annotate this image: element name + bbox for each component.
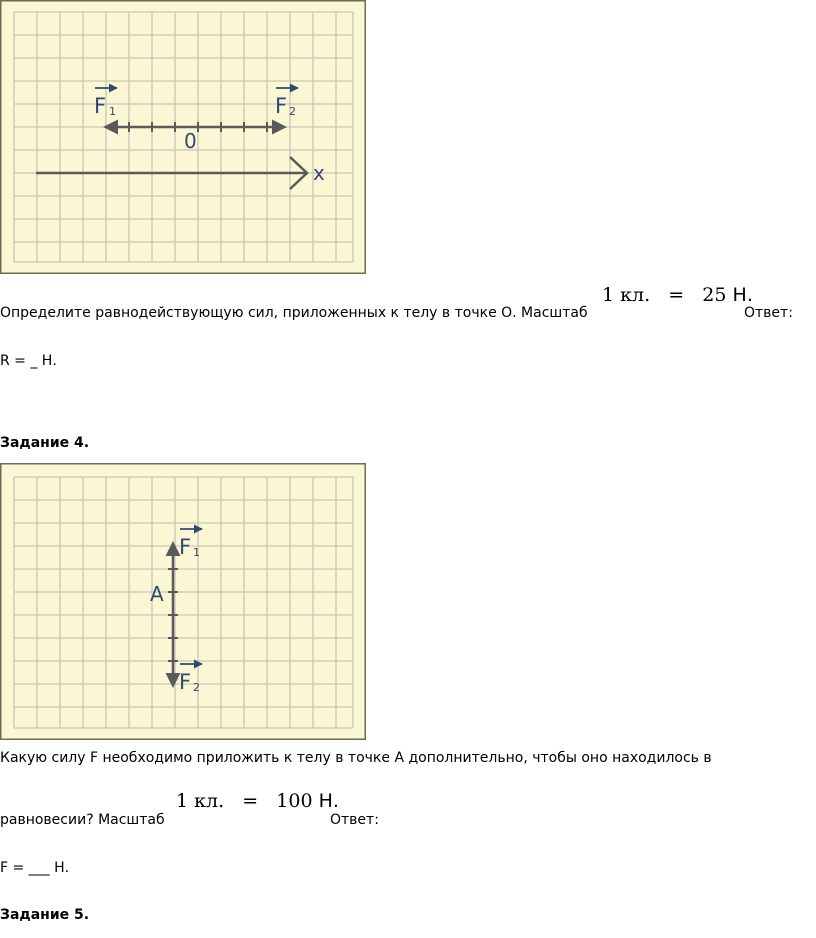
figure-frame: [0, 0, 366, 274]
f2-label: F: [275, 94, 288, 118]
scale-lhs: 1 кл.: [176, 790, 225, 812]
figure-forces-vertical: [0, 463, 366, 740]
task3-scale: [602, 284, 753, 306]
task5-heading: Задание 5.: [0, 907, 90, 923]
task3-question: Определите равнодействующую сил, приложенных к телу в точке О. Масштаб: [0, 305, 588, 321]
f1-label: F: [179, 535, 192, 559]
task4-answer-line: F = ___ Н.: [0, 860, 70, 876]
task4-answer-label: Ответ:: [330, 812, 379, 828]
f2-label: F: [179, 670, 192, 694]
origin-label: 0: [184, 129, 197, 153]
f1-label: F: [94, 94, 107, 118]
f1-subscript: 1: [193, 546, 200, 559]
x-axis-label: x: [313, 161, 325, 185]
task3-answer-label: Ответ:: [744, 305, 793, 321]
scale-eq: =: [242, 790, 259, 812]
task4-scale: [176, 790, 339, 812]
scale-unit: Н.: [732, 284, 753, 306]
scale-num: 25: [702, 284, 727, 306]
scale-eq: =: [668, 284, 685, 306]
task4-heading: Задание 4.: [0, 435, 90, 451]
f2-subscript: 2: [193, 681, 200, 694]
figure-forces-horizontal: [0, 0, 366, 274]
f1-subscript: 1: [109, 105, 116, 118]
task3-answer-line: R = _ Н.: [0, 353, 57, 369]
scale-num: 100: [276, 790, 313, 812]
f2-subscript: 2: [289, 105, 296, 118]
task4-question-line1: Какую силу F необходимо приложить к телу в точке А дополнительно, чтобы оно находилось в: [0, 750, 712, 766]
task4-question-line2: равновесии? Масштаб: [0, 812, 165, 828]
point-label: A: [150, 582, 164, 606]
scale-unit: Н.: [318, 790, 339, 812]
figure-frame: [0, 463, 366, 740]
scale-lhs: 1 кл.: [602, 284, 651, 306]
